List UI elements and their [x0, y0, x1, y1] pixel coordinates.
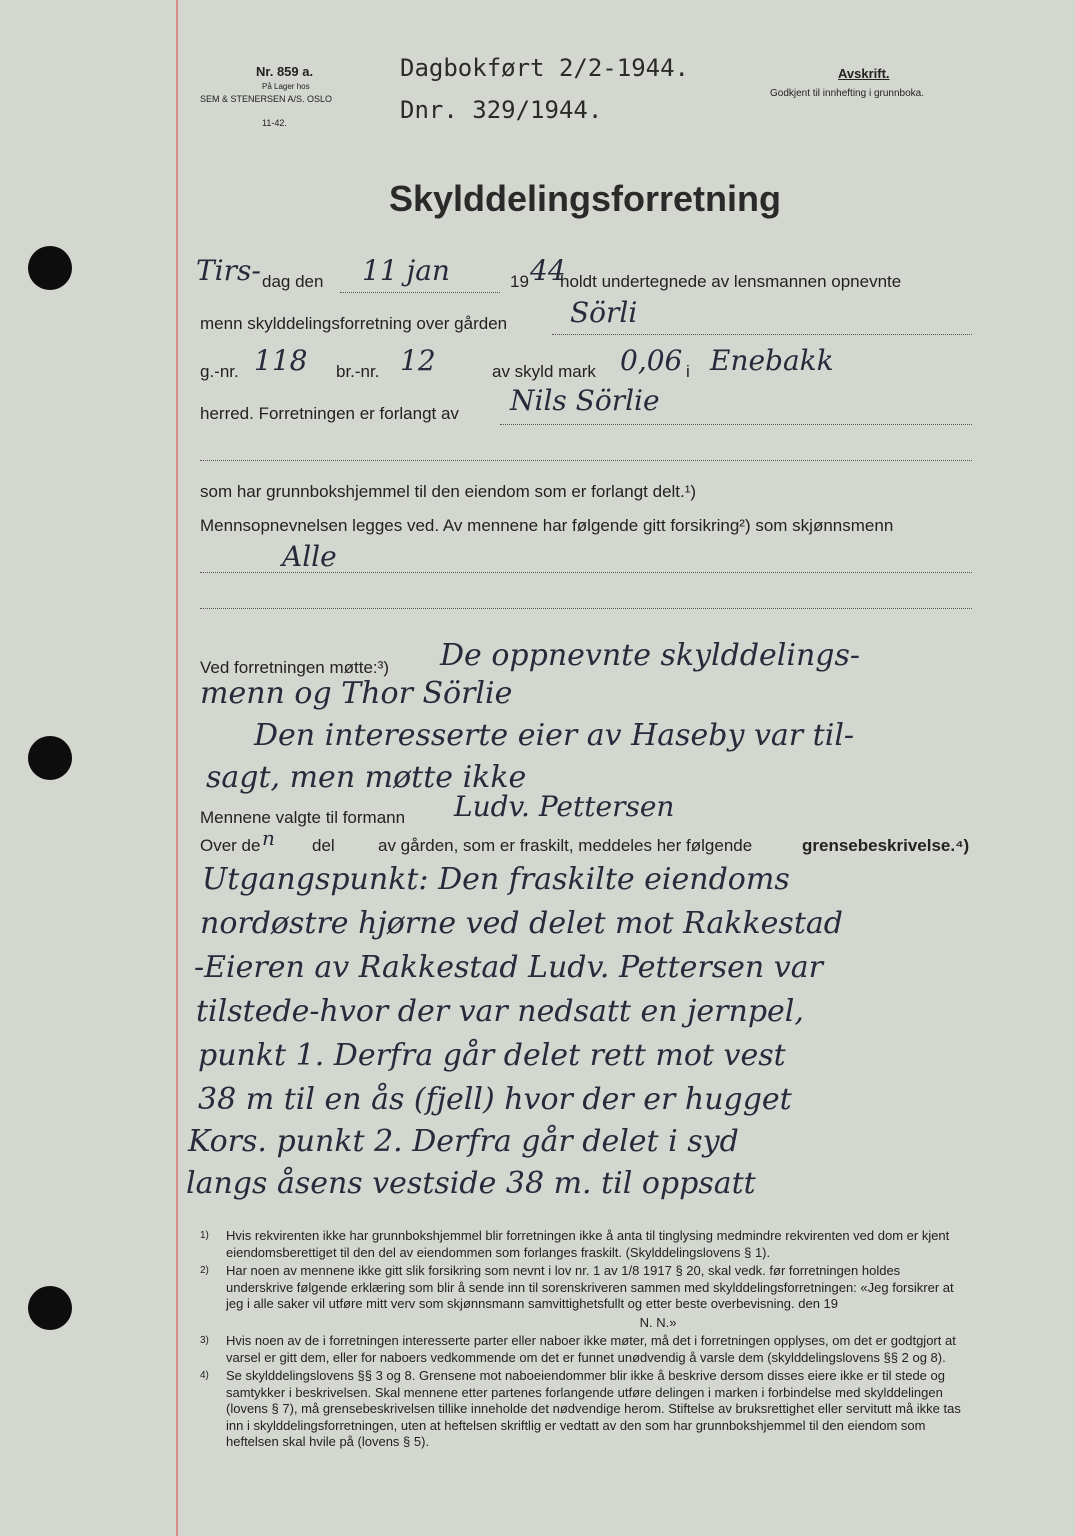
description-line: punkt 1. Derfra går delet rett mot vest: [198, 1038, 786, 1073]
gnr-label: g.-nr.: [200, 362, 239, 381]
line6-text: Mennsopnevnelsen legges ved. Av mennene har følgende gitt forsikring²) som skjønnsmenn: [200, 516, 894, 535]
del-label: del: [312, 836, 335, 855]
footnote-mark: [200, 1315, 226, 1332]
footnote-text: Se skylddelingslovens §§ 3 og 8. Grensene mot naboeiendommer blir ikke å beskrive dersom disses eiere ikke er til stede og samtykker i beskrivelsen. Skal mennene etter partenes forlangende utføre delingen i marken i forbindelse med skylddelingen (lovens § 7), må grensebeskrivelsen tillike inneholde det nødvendige herom. Stiftelse av bruksrettighet eller servitutt må ikke tas inn i skylddelingsforretningen, uten at heftelsen skriftlig er vedtatt av den som har grunnbokshjemmel til den eiendom som heftelsen skal hvile på (lovens § 5).: [226, 1368, 961, 1449]
line4-text: herred. Forretningen er forlangt av: [200, 404, 459, 423]
attendance-handwritten-2: menn og Thor Sörlie: [200, 676, 513, 711]
skyld-label: av skyld mark: [492, 362, 596, 381]
description-line: langs åsens vestside 38 m. til oppsatt: [186, 1166, 756, 1201]
document-title: Skylddelingsforretning: [388, 178, 782, 219]
description-line: nordøstre hjørne ved delet mot Rakkestad: [200, 906, 843, 941]
print-date: 11-42.: [262, 118, 287, 128]
date-handwritten: 11 jan: [362, 254, 450, 287]
printer-name: SEM & STENERSEN A/S. OSLO: [200, 94, 333, 104]
skyld-handwritten: 0,06: [620, 344, 683, 377]
avskrift-label: Avskrift.: [838, 66, 890, 81]
footnote-text: Hvis rekvirenten ikke har grunnbokshjemmel blir forretningen ikke å anta til tinglysing medmindre rekvirenten ved dom er kjent eiendomsberettiget til den del av eiendommen som forlanges fraskilt. (Skylddelingslovens § 1).: [226, 1228, 950, 1260]
dag-den-label: dag den: [262, 272, 324, 291]
line5-text: som har grunnbokshjemmel til den eiendom som er forlangt delt.¹): [200, 482, 697, 501]
over-handwritten: n: [262, 826, 275, 850]
chairman-label: Mennene valgte til formann: [200, 808, 406, 827]
footnote-mark: 3): [200, 1335, 209, 1346]
attendance-handwritten-1: De oppnevnte skylddelings-: [440, 638, 861, 673]
approval-note: Godkjent til innhefting i grunnboka.: [770, 88, 924, 99]
attendance-handwritten-3: Den interesserte eier av Haseby var til-: [254, 718, 855, 753]
bnr-handwritten: 12: [400, 344, 436, 377]
gnr-handwritten: 118: [254, 344, 308, 377]
insurers-handwritten: Alle: [282, 540, 337, 573]
boundary-description-label: grensebeskrivelse.⁴): [802, 836, 970, 855]
line2-text: menn skylddelingsforretning over gården: [200, 314, 508, 333]
diary-number-stamp: Dnr. 329/1944.: [400, 96, 603, 124]
form-number: Nr. 859 a.: [256, 64, 314, 79]
weekday-handwritten: Tirs-: [196, 254, 261, 287]
footnotes: [200, 1228, 970, 1453]
year-handwritten: 44: [530, 254, 566, 287]
footnote-text: N. N.»: [639, 1314, 677, 1330]
margin-rule: [176, 0, 178, 1536]
description-line: Kors. punkt 2. Derfra går delet i syd: [188, 1124, 739, 1159]
footnote-mark: 1): [200, 1230, 209, 1241]
over-label: Over de: [200, 836, 261, 855]
footnote-signature: [200, 1315, 970, 1332]
punch-hole: [28, 1286, 72, 1330]
footnote-4: [200, 1368, 970, 1451]
bnr-label: br.-nr.: [336, 362, 380, 381]
registration-stamp: Dagbokført 2/2-1944.: [400, 54, 689, 82]
over-text: av gården, som er fraskilt, meddeles her følgende: [378, 836, 753, 855]
punch-hole: [28, 736, 72, 780]
printer-note: På Lager hos: [262, 82, 310, 91]
description-line: Utgangspunkt: Den fraskilte eiendoms: [202, 862, 790, 897]
footnote-mark: 2): [200, 1265, 209, 1276]
punch-hole: [28, 246, 72, 290]
year-prefix: 19: [510, 272, 529, 291]
footnote-text: Hvis noen av de i forretningen interesserte parter eller naboer ikke møter, må det i forretningen opplyses, om det er godtgjort at varsel er gitt dem, eller for naboers vedkommende om det er funnet unødvendig å varsle dem (skylddelingslovens §§ 2 og 8).: [226, 1333, 956, 1365]
description-line: tilstede-hvor der var nedsatt en jernpel,: [196, 994, 804, 1029]
description-line: 38 m til en ås (fjell) hvor der er hugget: [198, 1082, 792, 1117]
i-label: i: [686, 362, 690, 381]
footnote-mark: 4): [200, 1370, 209, 1381]
farm-name-handwritten: Sörli: [570, 296, 638, 329]
footnote-1: [200, 1228, 970, 1261]
chairman-handwritten: Ludv. Pettersen: [454, 790, 675, 823]
herred-handwritten: Enebakk: [710, 344, 834, 377]
line1-text: holdt undertegnede av lensmannen opnevnte: [560, 272, 902, 291]
footnote-3: [200, 1333, 970, 1366]
requester-handwritten: Nils Sörlie: [510, 384, 660, 417]
attendance-handwritten-4: sagt, men møtte ikke: [206, 760, 527, 795]
attendance-label: Ved forretningen møtte:³): [200, 658, 389, 677]
footnote-2: [200, 1263, 970, 1313]
description-line: -Eieren av Rakkestad Ludv. Pettersen var: [194, 950, 823, 985]
footnote-text: Har noen av mennene ikke gitt slik forsikring som nevnt i lov nr. 1 av 1/8 1917 § 20, skal vedk. før forretningen holdes underskrive følgende erklæring som blir å sende inn til sorenskriveren sammen med skylddelingsforretningen: «Jeg forsikrer at jeg i alle saker vil utføre mitt verv som skjønnsmann samvittighetsfullt og etter beste overbevisning. den 19: [226, 1263, 954, 1311]
